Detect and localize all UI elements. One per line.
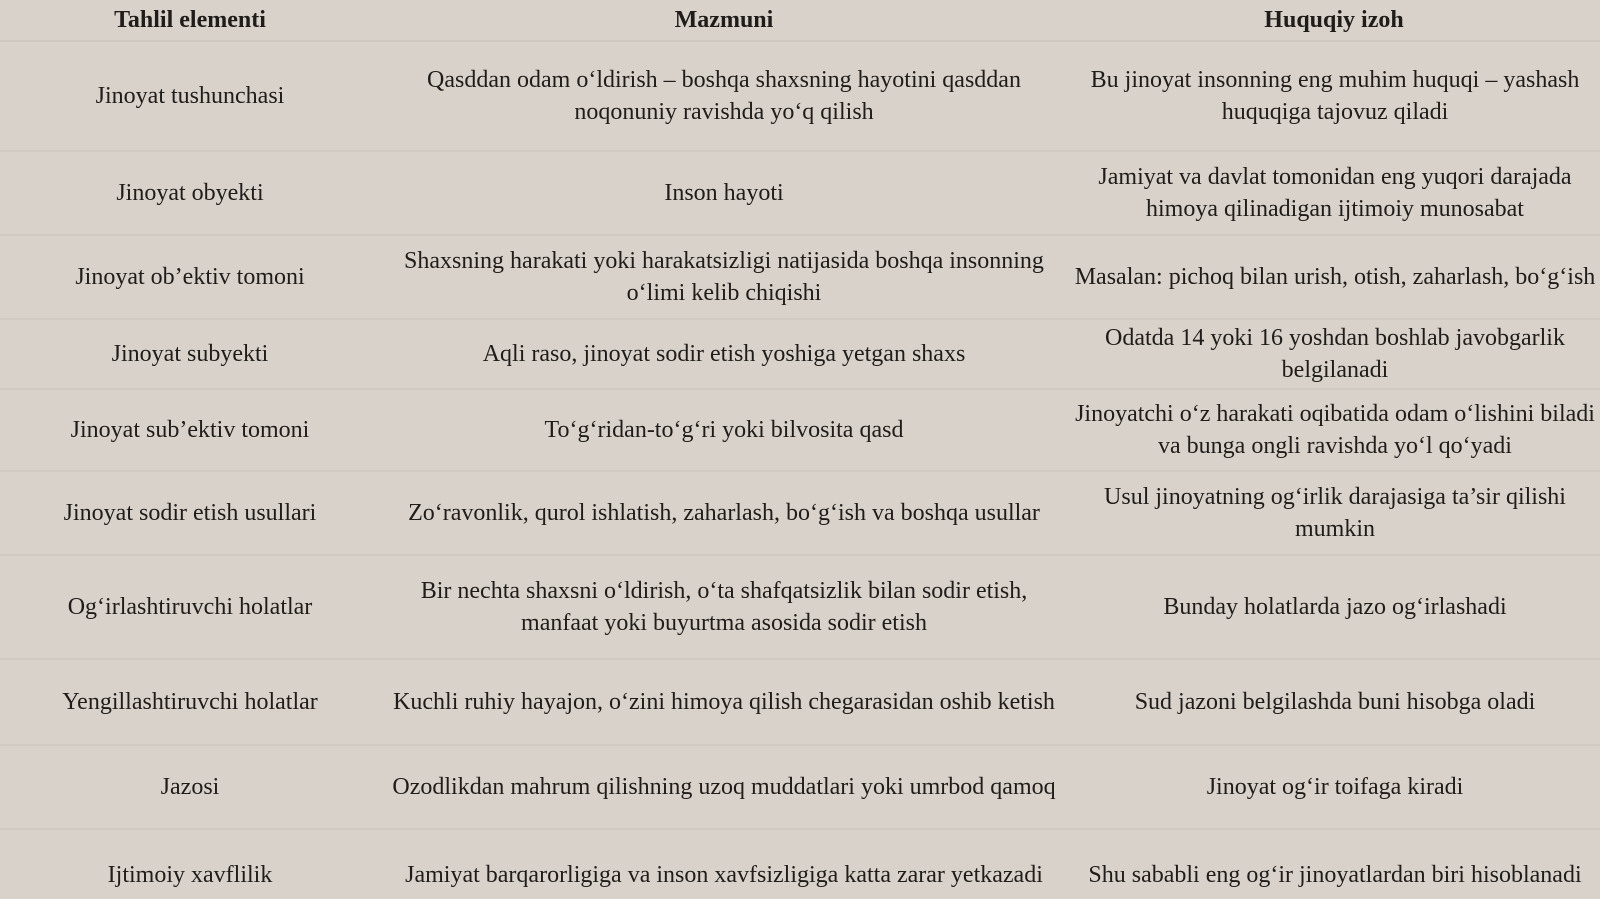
- cell-element: Jinoyat tushunchasi: [95, 83, 285, 109]
- table-row: [0, 389, 1600, 471]
- table-row: [0, 319, 1600, 389]
- table-row: [0, 471, 1600, 555]
- cell-content: Zo‘ravonlik, qurol ishlatish, zaharlash, bo‘g‘ish va boshqa usullar: [408, 500, 1040, 526]
- table-body: [0, 41, 1600, 899]
- table-row: [0, 41, 1600, 151]
- cell-legal-note: Jamiyat va davlat tomonidan eng yuqori darajada himoya qilinadigan ijtimoiy munosabat: [1098, 164, 1572, 222]
- cell-legal-note: Jinoyat og‘ir toifaga kiradi: [1206, 774, 1464, 800]
- header-element: Tahlil elementi: [0, 0, 380, 41]
- cell-legal-note: Bu jinoyat insonning eng muhim huquqi – yashash huquqiga tajovuz qiladi: [1090, 67, 1580, 125]
- cell-element: Jinoyat sub’ektiv tomoni: [70, 417, 310, 443]
- cell-element: Ijtimoiy xavflilik: [107, 861, 273, 888]
- cell-content: Shaxsning harakati yoki harakatsizligi natijasida boshqa insonning o‘limi kelib chiqishi: [404, 248, 1044, 306]
- cell-content: Ozodlikdan mahrum qilishning uzoq muddatlari yoki umrbod qamoq: [392, 774, 1056, 800]
- cell-legal-note: Masalan: pichoq bilan urish, otish, zaharlash, bo‘g‘ish: [1074, 264, 1596, 290]
- cell-content: Kuchli ruhiy hayajon, o‘zini himoya qilish chegarasidan oshib ketish: [393, 689, 1055, 715]
- table-row: [0, 745, 1600, 829]
- cell-content: Inson hayoti: [664, 180, 784, 206]
- cell-legal-note: Usul jinoyatning og‘irlik darajasiga ta’sir qilishi mumkin: [1104, 484, 1566, 542]
- cell-element: Yengillashtiruvchi holatlar: [62, 689, 318, 715]
- cell-legal-note: Jinoyatchi o‘z harakati oqibatida odam o‘lishini biladi va bunga ongli ravishda yo‘l qo‘yadi: [1075, 401, 1595, 459]
- cell-legal-note: Shu sababli eng og‘ir jinoyatlardan biri hisoblanadi: [1088, 861, 1582, 888]
- cell-content: Aqli raso, jinoyat sodir etish yoshiga yetgan shaxs: [482, 341, 966, 367]
- header-content: Mazmuni: [380, 0, 1068, 41]
- table-row: [0, 659, 1600, 745]
- cell-content: Qasddan odam o‘ldirish – boshqa shaxsning hayotini qasddan noqonuniy ravishda yo‘q qilish: [427, 67, 1021, 125]
- cell-content: Jamiyat barqarorligiga va inson xavfsizligiga katta zarar yetkazadi: [405, 861, 1043, 888]
- cell-element: Jinoyat ob’ektiv tomoni: [75, 264, 305, 290]
- cell-element: Jinoyat sodir etish usullari: [63, 500, 317, 526]
- cell-legal-note: Sud jazoni belgilashda buni hisobga oladi: [1134, 689, 1536, 715]
- header-row: [0, 0, 1600, 41]
- cell-content: To‘g‘ridan-to‘g‘ri yoki bilvosita qasd: [544, 417, 904, 443]
- cell-content: Bir nechta shaxsni o‘ldirish, o‘ta shafqatsizlik bilan sodir etish, manfaat yoki buyurtma asosida sodir etish: [420, 578, 1028, 636]
- cell-legal-note: Bunday holatlarda jazo og‘irlashadi: [1163, 594, 1507, 620]
- cell-element: Og‘irlashtiruvchi holatlar: [67, 594, 313, 620]
- cell-legal-note: Odatda 14 yoki 16 yoshdan boshlab javobgarlik belgilanadi: [1105, 325, 1565, 383]
- table-row: [0, 235, 1600, 319]
- table-row: [0, 555, 1600, 659]
- cell-element: Jinoyat obyekti: [116, 180, 264, 206]
- header-legal-note: Huquqiy izoh: [1068, 0, 1600, 41]
- cell-element: Jinoyat subyekti: [111, 341, 269, 367]
- table-row: [0, 151, 1600, 235]
- cell-element: Jazosi: [160, 774, 220, 800]
- table-header: [0, 0, 1600, 41]
- table-row: [0, 829, 1600, 899]
